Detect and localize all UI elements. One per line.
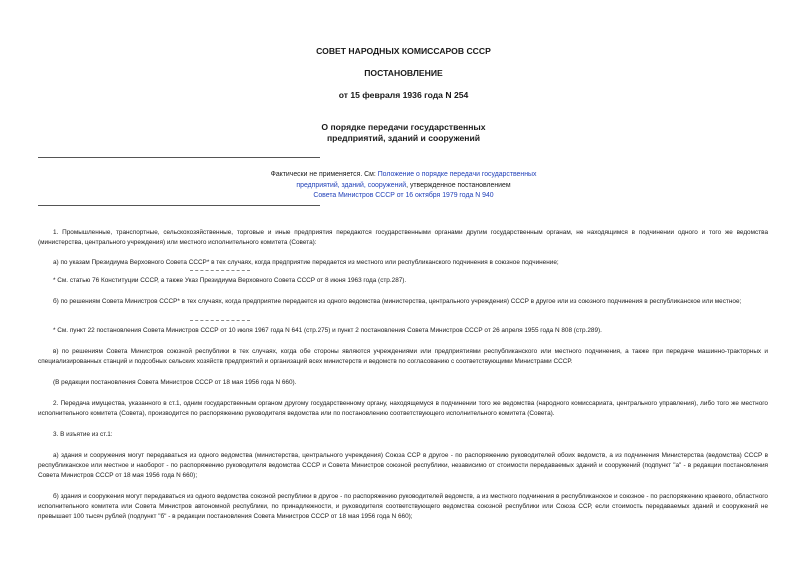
- status-note-link-2[interactable]: предприятий, зданий, сооружений: [296, 182, 407, 189]
- footnote-2: * См. пункт 22 постановления Совета Министров СССР от 10 июля 1967 года N 641 (стр.275) и пункт 2 постановления Совета Министров СССР от 26 апреля 1955 года N 808 (стр.289).: [53, 327, 602, 334]
- status-note-link-1[interactable]: Положение о порядке передачи государственных: [377, 171, 537, 178]
- paragraph-2: 2. Передача имущества, указанного в ст.1, одним государственным органом другому государственному органу, находящемуся в подчинении того же ведомства (народного комиссариата, центрального управления), либо того же местного исполнительного комитета (Совета), производится по распоряжению руководителя ведомства или по постановлению соответствующего исполнительного комитета (Совета).: [38, 400, 768, 417]
- footnote-separator-1: [190, 270, 250, 271]
- issuing-organ: СОВЕТ НАРОДНЫХ КОМИССАРОВ СССР: [316, 46, 491, 56]
- document-title-line-1: О порядке передачи государственных: [321, 122, 486, 132]
- divider-top: [38, 157, 320, 158]
- paragraph-1: 1. Промышленные, транспортные, сельскохозяйственные, торговые и иные предприятия передаются государственными органами другим государственным органам, не находящимся в подчинении одного и того же ведомства (министерства, центрального учреждения) или местного исполнительного комитета (Совета):: [38, 229, 768, 246]
- status-note-link-3[interactable]: Совета Министров СССР от 16 октября 1979 года N 940: [313, 192, 494, 199]
- paragraph-3: 3. В изъятие из ст.1:: [53, 431, 113, 438]
- status-note-line-3: [0, 190, 807, 201]
- document-date-number: от 15 февраля 1936 года N 254: [338, 90, 469, 100]
- document-type: ПОСТАНОВЛЕНИЕ: [364, 68, 443, 78]
- status-note-middle: , утвержденное постановлением: [406, 182, 511, 189]
- paragraph-3b: б) здания и сооружения могут передаваться из одного ведомства союзной республики в другое - по распоряжению руководителей ведомств, а из местного подчинения в республиканское и союзное - по распоряжению краевого, областного исполнительного комитета или Совета Министров автономной республики, по принадлежности, и руководителя соответствующего ведомства союзной республики или Союза ССР, если стоимость передаваемых зданий и сооружений не превышает 100 тысяч рублей (подпункт "б" - в редакции постановления Совета Министров СССР от 18 мая 1956 года N 660);: [38, 493, 768, 520]
- paragraph-1a: а) по указам Президиума Верховного Совета СССР* в тех случаях, когда предприятие передается из местного или республиканского подчинения в союзное подчинение;: [53, 259, 559, 266]
- paragraph-1b: б) по решениям Совета Министров СССР* в тех случаях, когда предприятие передается из одного ведомства (министерства, центрального учреждения) СССР в другое или из союзного подчинения в республиканское или местное;: [53, 298, 742, 305]
- status-note-line-1: [0, 169, 807, 180]
- document-title-line-2: предприятий, зданий и сооружений: [326, 133, 481, 143]
- status-note-prefix: Фактически не применяется. См:: [270, 171, 378, 178]
- footnote-1: * См. статью 76 Конституции СССР, а также Указ Президиума Верховного Совета СССР от 8 июня 1963 года (стр.287).: [53, 277, 407, 284]
- footnote-separator-2: [190, 320, 250, 321]
- paragraph-1v: в) по решениям Совета Министров союзной республики в тех случаях, когда обе стороны являются учреждениями или предприятиями республиканского или местного подчинения, а также при передаче машинно-тракторных и специализированных станций и подсобных сельских хозяйств предприятий и организаций всех министерств и ведомств по согласованию с соответствующими Министрами СССР.: [38, 348, 768, 365]
- edition-note-1: (В редакции постановления Совета Министров СССР от 18 мая 1956 года N 660).: [53, 379, 297, 386]
- divider-bottom: [38, 205, 320, 206]
- paragraph-3a: а) здания и сооружения могут передаваться из одного ведомства (министерства, центрального учреждения) Союза ССР в другое - по распоряжению руководителей обоих ведомств, а из подчинения Министерства (ведомства) СССР в республиканское или местное и наоборот - по распоряжению руководителя ведомства СССР и Совета Министров союзной республики, независимо от стоимости передаваемых зданий и сооружений (подпункт "а" - в редакции постановления Совета Министров СССР от 18 мая 1956 года N 660);: [38, 452, 768, 479]
